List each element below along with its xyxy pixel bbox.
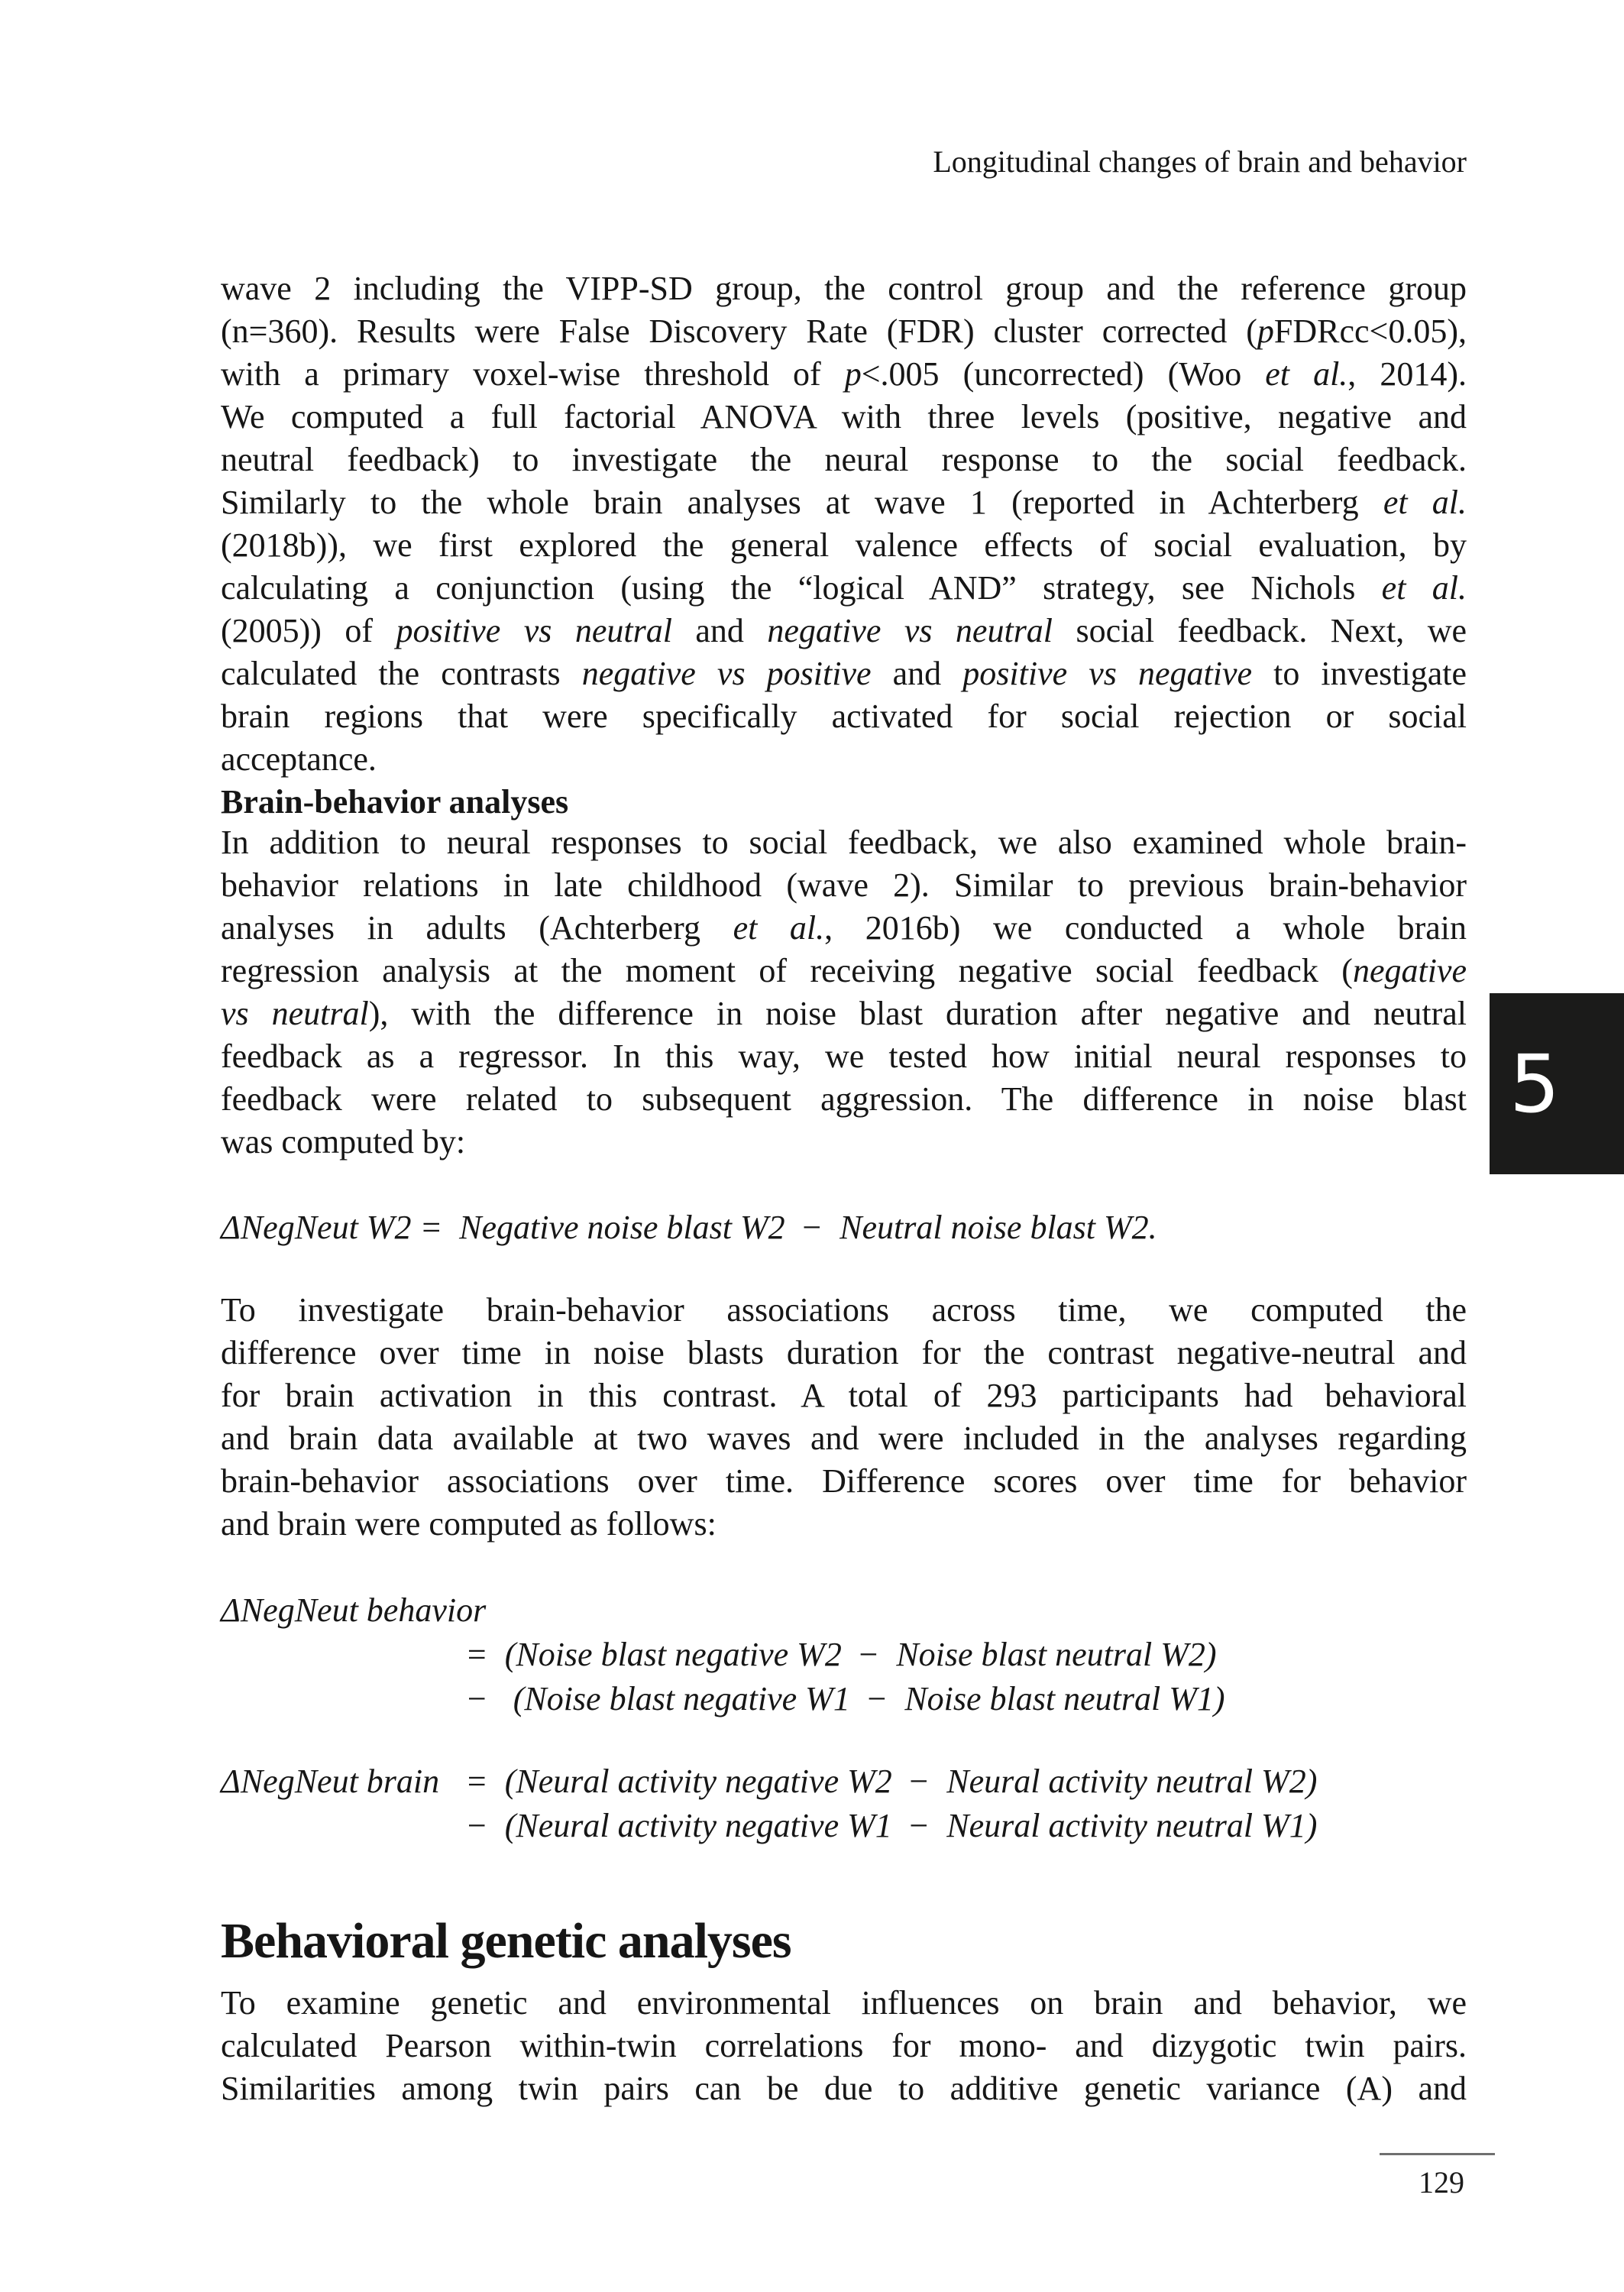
text-line: ΔNegNeut brain = (Neural activity negative W2 − Neural activity neutral W2) xyxy=(221,1763,1318,1800)
text-line: vs neutral), with the difference in noise blast duration after negative and neutral xyxy=(221,995,1467,1032)
text-line: (2018b)), we first explored the general valence effects of social evaluation, by xyxy=(221,526,1467,564)
text-line: and brain data available at two waves and were included in the analyses regarding xyxy=(221,1420,1467,1457)
text-line: = (Noise blast negative W2 − Noise blast neutral W2) xyxy=(465,1636,1217,1673)
paragraph-behavioral-genetic xyxy=(221,1982,1467,2110)
text-line: brain regions that were specifically activated for social rejection or social xyxy=(221,698,1467,735)
chapter-number: 5 xyxy=(1509,1037,1561,1131)
page-number: 129 xyxy=(1419,2165,1464,2200)
text-line: To examine genetic and environmental influences on brain and behavior, we xyxy=(221,1984,1467,2022)
text-line: behavior relations in late childhood (wave 2). Similar to previous brain-behavior xyxy=(221,866,1467,904)
text-line: wave 2 including the VIPP-SD group, the control group and the reference group xyxy=(221,270,1467,307)
footer-rule xyxy=(1380,2153,1495,2155)
text-line: brain-behavior associations over time. Difference scores over time for behavior xyxy=(221,1462,1467,1500)
text-line: feedback were related to subsequent aggression. The difference in noise blast xyxy=(221,1080,1467,1118)
heading-behavioral-genetic-analyses: Behavioral genetic analyses xyxy=(221,1913,791,1969)
text-line: (n=360). Results were False Discovery Rate (FDR) cluster corrected (pFDRcc<0.05), xyxy=(221,312,1467,350)
text-line: calculated the contrasts negative vs positive and positive vs negative to investigate xyxy=(221,655,1467,692)
text-line: calculating a conjunction (using the “logical AND” strategy, see Nichols et al. xyxy=(221,569,1467,607)
formula-delta-negneut-w2 xyxy=(221,1206,1519,1250)
text-line: for brain activation in this contrast. A total of 293 participants had behavioral xyxy=(221,1377,1467,1414)
paragraph-wholebrain-anova xyxy=(221,267,1467,781)
chapter-tab xyxy=(1490,993,1624,1174)
formula-delta-negneut-behavior xyxy=(221,1588,1519,1721)
formula-delta-negneut-brain xyxy=(221,1759,1519,1848)
text-line: regression analysis at the moment of receiving negative social feedback (negative xyxy=(221,952,1467,989)
text-line: Similarly to the whole brain analyses at wave 1 (reported in Achterberg et al. xyxy=(221,484,1467,521)
text-line: analyses in adults (Achterberg et al., 2016b) we conducted a whole brain xyxy=(221,909,1467,947)
text-line: − (Neural activity negative W1 − Neural activity neutral W1) xyxy=(465,1807,1318,1844)
text-line: − (Noise blast negative W1 − Noise blast neutral W1) xyxy=(465,1680,1225,1717)
text-line: Similarities among twin pairs can be due to additive genetic variance (A) and xyxy=(221,2070,1467,2107)
text-line: (2005)) of positive vs neutral and negative vs neutral social feedback. Next, we xyxy=(221,612,1467,649)
paragraph-associations-across-time xyxy=(221,1289,1467,1546)
text-line: ΔNegNeut W2 = Negative noise blast W2 − Neutral noise blast W2. xyxy=(221,1209,1157,1246)
text-line: acceptance. xyxy=(221,740,377,778)
text-line: In addition to neural responses to social feedback, we also examined whole brain- xyxy=(221,824,1467,861)
text-line: neutral feedback) to investigate the neural response to the social feedback. xyxy=(221,441,1467,478)
running-header: Longitudinal changes of brain and behavior xyxy=(933,144,1467,179)
text-line: We computed a full factorial ANOVA with three levels (positive, negative and xyxy=(221,398,1467,435)
text-line: To investigate brain-behavior associations across time, we computed the xyxy=(221,1291,1467,1329)
text-line: difference over time in noise blasts duration for the contrast negative-neutral and xyxy=(221,1334,1467,1371)
text-line: ΔNegNeut behavior xyxy=(221,1591,487,1629)
text-line: with a primary voxel-wise threshold of p<.005 (uncorrected) (Woo et al., 2014). xyxy=(221,355,1467,393)
text-line: feedback as a regressor. In this way, we tested how initial neural responses to xyxy=(221,1038,1467,1075)
paragraph-brain-behavior xyxy=(221,821,1467,1164)
text-line: calculated Pearson within-twin correlations for mono- and dizygotic twin pairs. xyxy=(221,2027,1467,2064)
heading-brain-behavior-analyses: Brain-behavior analyses xyxy=(221,783,569,821)
text-line: was computed by: xyxy=(221,1123,466,1161)
text-line: and brain were computed as follows: xyxy=(221,1505,717,1543)
